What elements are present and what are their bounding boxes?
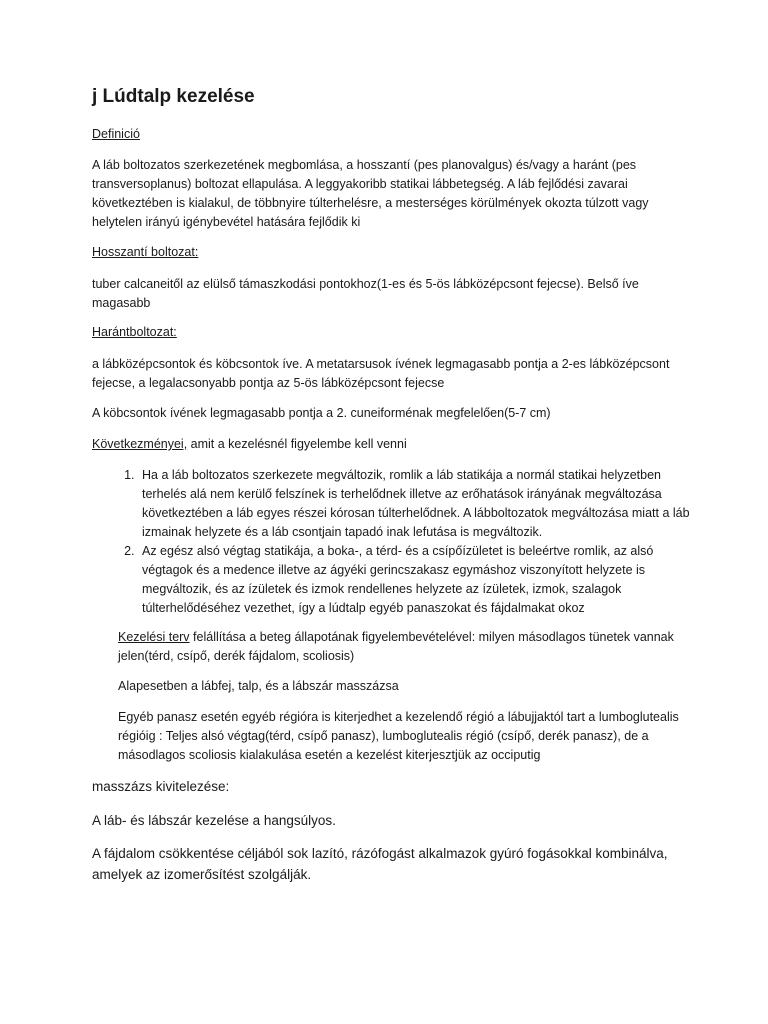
list-item: 2. Az egész alsó végtag statikája, a boka-, a térd- és a csípőízületet is beleértve romlik, az alsó végtagok és a medence illetve az ágyéki gerincszakasz egymáshoz viszonyított helyzete is megváltozik, és az ízületek és izmok rendellenes helyzete az ízületek, izmok, szalagok túlterhelődéséhez vezethet, így a lúdtalp egyéb panaszokat és fájdalmakat okoz [138,542,692,618]
alapeset-text: Alapesetben a lábfej, talp, és a lábszár masszázsa [118,679,399,693]
list-item: 1. Ha a láb boltozatos szerkezete megváltozik, romlik a láb statikája a normál statikai helyzetben terhelés alá nem kerülő felszínek is terhelődnek illetve az erőhatások irányának megváltozása következtében a láb egyes részei kórosan túlterhelődnek. A lábboltozatok megváltozása miatt a láb izmainak helyzete és a láb csontjain tapadó inak lefutása is megváltozik. [138,466,692,542]
hangsulyos-text: A láb- és lábszár kezelése a hangsúlyos. [92,813,336,828]
hosszanti-text: tuber calcaneitől az elülső támaszkodási pontokhoz(1-es és 5-ös lábközépcsont fejecse). Belső íve magasabb [92,277,639,310]
kovetkezmenyei-label: Következményei, [92,437,188,451]
harant-text-2: A köbcsontok ívének legmagasabb pontja a 2. cuneiforménak megfelelően(5-7 cm) [92,406,551,420]
kezelesi-terv-paragraph [118,628,692,666]
harant-heading: Harántboltozat: [92,325,177,339]
definicio-text: A láb boltozatos szerkezetének megbomlása, a hosszantí (pes planovalgus) és/vagy a haránt (pes transversoplanus) boltozat ellapulása. A leggyakoribb statikai lábbetegség. A láb fejlődési zavarai következtében is kialakul, de többnyire túlterhelésre, a mesterséges körülmények okozta túlzott vagy helytelen irányú igénybevétel hatására fejlődik ki [92,158,649,229]
kezelesi-terv-label: Kezelési terv [118,630,190,644]
kovetkezmenyei-rest: amit a kezelésnél figyelembe kell venni [187,437,407,451]
kezelesi-terv-rest: felállítása a beteg állapotának figyelembevételével: milyen másodlagos tünetek vannak jelen(térd, csípő, derék fájdalom, scoliosis) [118,630,674,663]
document-title: j Lúdtalp kezelése [92,86,255,107]
harant-text-1: a lábközépcsontok és köbcsontok íve. A metatarsusok ívének legmagasabb pontja a 2-es lábközépcsont fejecse, a legalacsonyabb pontja az 5-ös lábközépcsont fejecse [92,357,670,390]
egyeb-panasz-text: Egyéb panasz esetén egyéb régióra is kiterjedhet a kezelendő régió a lábujjaktól tart a lumboglutealis régióig : Teljes alsó végtag(térd, csípő panasz), lumboglutealis régió (csípő, derék panasz), de a másodlagos scoliosis kialakulása esetén a kezelést kiterjesztjük az occiputig [118,710,679,762]
fajdalom-text: A fájdalom csökkentése céljából sok lazító, rázófogást alkalmazok gyúró fogásokkal kombinálva, amelyek az izomerősítést szolgálják. [92,846,668,882]
definicio-heading: Definició [92,127,140,141]
consequences-list [92,466,692,618]
masszazs-kivitelezese: masszázs kivitelezése: [92,779,230,794]
kovetkezmenyei-line [92,435,692,454]
hosszanti-heading: Hosszantí boltozat: [92,245,199,259]
